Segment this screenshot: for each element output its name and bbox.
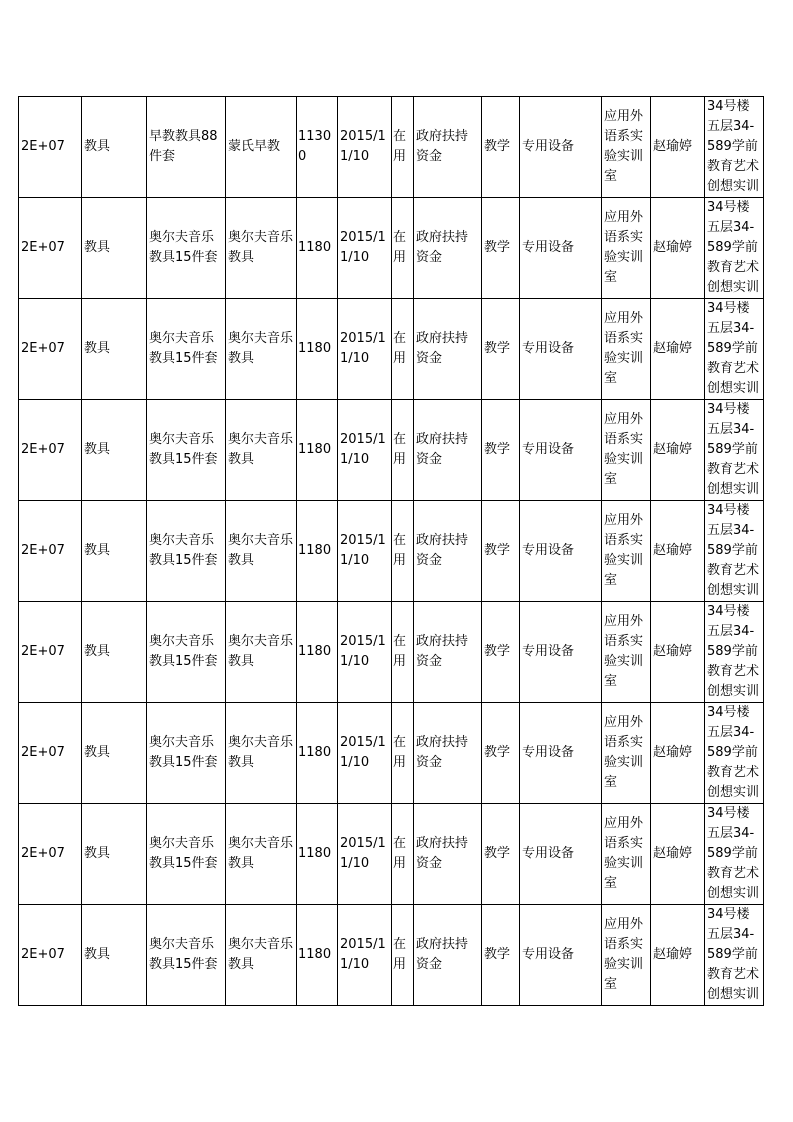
category-cell: 教具 xyxy=(82,501,147,602)
asset-table xyxy=(18,96,764,1006)
department-cell: 应用外语系实验实训室 xyxy=(602,602,651,703)
category-cell: 教具 xyxy=(82,400,147,501)
location-cell: 34号楼五层34-589学前教育艺术创想实训 xyxy=(705,703,764,804)
price-cell: 1180 xyxy=(297,804,338,905)
department-cell: 应用外语系实验实训室 xyxy=(602,804,651,905)
keeper-cell: 赵瑜婷 xyxy=(651,400,705,501)
purchase-date-cell: 2015/11/10 xyxy=(338,299,392,400)
asset-name-cell: 奥尔夫音乐教具15件套 xyxy=(147,703,226,804)
usage-cell: 教学 xyxy=(482,400,520,501)
keeper-cell: 赵瑜婷 xyxy=(651,602,705,703)
asset-code-cell: 2E+07 xyxy=(19,703,82,804)
asset-code-cell: 2E+07 xyxy=(19,299,82,400)
usage-cell: 教学 xyxy=(482,97,520,198)
equipment-type-cell: 专用设备 xyxy=(520,703,602,804)
purchase-date-cell: 2015/11/10 xyxy=(338,905,392,1006)
location-cell: 34号楼五层34-589学前教育艺术创想实训 xyxy=(705,198,764,299)
funding-source-cell: 政府扶持资金 xyxy=(414,198,482,299)
keeper-cell: 赵瑜婷 xyxy=(651,97,705,198)
asset-name-cell: 奥尔夫音乐教具15件套 xyxy=(147,804,226,905)
usage-cell: 教学 xyxy=(482,501,520,602)
price-cell: 1180 xyxy=(297,703,338,804)
funding-source-cell: 政府扶持资金 xyxy=(414,804,482,905)
table-row xyxy=(19,804,764,905)
status-cell: 在用 xyxy=(392,400,414,501)
category-cell: 教具 xyxy=(82,905,147,1006)
status-cell: 在用 xyxy=(392,602,414,703)
department-cell: 应用外语系实验实训室 xyxy=(602,198,651,299)
asset-code-cell: 2E+07 xyxy=(19,198,82,299)
department-cell: 应用外语系实验实训室 xyxy=(602,905,651,1006)
purchase-date-cell: 2015/11/10 xyxy=(338,198,392,299)
table-row xyxy=(19,501,764,602)
purchase-date-cell: 2015/11/10 xyxy=(338,703,392,804)
price-cell: 1180 xyxy=(297,299,338,400)
location-cell: 34号楼五层34-589学前教育艺术创想实训 xyxy=(705,501,764,602)
category-cell: 教具 xyxy=(82,703,147,804)
keeper-cell: 赵瑜婷 xyxy=(651,703,705,804)
location-cell: 34号楼五层34-589学前教育艺术创想实训 xyxy=(705,400,764,501)
asset-code-cell: 2E+07 xyxy=(19,400,82,501)
category-cell: 教具 xyxy=(82,97,147,198)
asset-name-cell: 奥尔夫音乐教具15件套 xyxy=(147,400,226,501)
asset-name-cell: 早教教具88件套 xyxy=(147,97,226,198)
category-cell: 教具 xyxy=(82,602,147,703)
funding-source-cell: 政府扶持资金 xyxy=(414,703,482,804)
department-cell: 应用外语系实验实训室 xyxy=(602,703,651,804)
usage-cell: 教学 xyxy=(482,905,520,1006)
brand-cell: 奥尔夫音乐教具 xyxy=(226,400,297,501)
equipment-type-cell: 专用设备 xyxy=(520,602,602,703)
table-row xyxy=(19,299,764,400)
usage-cell: 教学 xyxy=(482,299,520,400)
table-row xyxy=(19,602,764,703)
purchase-date-cell: 2015/11/10 xyxy=(338,97,392,198)
price-cell: 1180 xyxy=(297,905,338,1006)
location-cell: 34号楼五层34-589学前教育艺术创想实训 xyxy=(705,97,764,198)
keeper-cell: 赵瑜婷 xyxy=(651,905,705,1006)
purchase-date-cell: 2015/11/10 xyxy=(338,804,392,905)
status-cell: 在用 xyxy=(392,299,414,400)
purchase-date-cell: 2015/11/10 xyxy=(338,602,392,703)
status-cell: 在用 xyxy=(392,804,414,905)
brand-cell: 奥尔夫音乐教具 xyxy=(226,905,297,1006)
location-cell: 34号楼五层34-589学前教育艺术创想实训 xyxy=(705,602,764,703)
status-cell: 在用 xyxy=(392,905,414,1006)
table-row xyxy=(19,400,764,501)
purchase-date-cell: 2015/11/10 xyxy=(338,400,392,501)
status-cell: 在用 xyxy=(392,97,414,198)
equipment-type-cell: 专用设备 xyxy=(520,905,602,1006)
asset-name-cell: 奥尔夫音乐教具15件套 xyxy=(147,198,226,299)
brand-cell: 奥尔夫音乐教具 xyxy=(226,602,297,703)
equipment-type-cell: 专用设备 xyxy=(520,804,602,905)
funding-source-cell: 政府扶持资金 xyxy=(414,400,482,501)
status-cell: 在用 xyxy=(392,198,414,299)
equipment-type-cell: 专用设备 xyxy=(520,299,602,400)
funding-source-cell: 政府扶持资金 xyxy=(414,501,482,602)
location-cell: 34号楼五层34-589学前教育艺术创想实训 xyxy=(705,299,764,400)
brand-cell: 蒙氏早教 xyxy=(226,97,297,198)
funding-source-cell: 政府扶持资金 xyxy=(414,299,482,400)
asset-name-cell: 奥尔夫音乐教具15件套 xyxy=(147,299,226,400)
brand-cell: 奥尔夫音乐教具 xyxy=(226,703,297,804)
asset-name-cell: 奥尔夫音乐教具15件套 xyxy=(147,602,226,703)
brand-cell: 奥尔夫音乐教具 xyxy=(226,299,297,400)
category-cell: 教具 xyxy=(82,198,147,299)
status-cell: 在用 xyxy=(392,501,414,602)
usage-cell: 教学 xyxy=(482,602,520,703)
category-cell: 教具 xyxy=(82,299,147,400)
department-cell: 应用外语系实验实训室 xyxy=(602,299,651,400)
status-cell: 在用 xyxy=(392,703,414,804)
table-row xyxy=(19,198,764,299)
asset-name-cell: 奥尔夫音乐教具15件套 xyxy=(147,501,226,602)
equipment-type-cell: 专用设备 xyxy=(520,97,602,198)
keeper-cell: 赵瑜婷 xyxy=(651,198,705,299)
brand-cell: 奥尔夫音乐教具 xyxy=(226,804,297,905)
category-cell: 教具 xyxy=(82,804,147,905)
brand-cell: 奥尔夫音乐教具 xyxy=(226,501,297,602)
keeper-cell: 赵瑜婷 xyxy=(651,501,705,602)
department-cell: 应用外语系实验实训室 xyxy=(602,97,651,198)
asset-table-body xyxy=(19,97,764,1006)
funding-source-cell: 政府扶持资金 xyxy=(414,97,482,198)
keeper-cell: 赵瑜婷 xyxy=(651,804,705,905)
funding-source-cell: 政府扶持资金 xyxy=(414,602,482,703)
equipment-type-cell: 专用设备 xyxy=(520,501,602,602)
department-cell: 应用外语系实验实训室 xyxy=(602,501,651,602)
asset-code-cell: 2E+07 xyxy=(19,501,82,602)
asset-code-cell: 2E+07 xyxy=(19,602,82,703)
brand-cell: 奥尔夫音乐教具 xyxy=(226,198,297,299)
asset-code-cell: 2E+07 xyxy=(19,905,82,1006)
funding-source-cell: 政府扶持资金 xyxy=(414,905,482,1006)
price-cell: 1180 xyxy=(297,501,338,602)
purchase-date-cell: 2015/11/10 xyxy=(338,501,392,602)
equipment-type-cell: 专用设备 xyxy=(520,198,602,299)
asset-name-cell: 奥尔夫音乐教具15件套 xyxy=(147,905,226,1006)
asset-code-cell: 2E+07 xyxy=(19,804,82,905)
table-row xyxy=(19,703,764,804)
department-cell: 应用外语系实验实训室 xyxy=(602,400,651,501)
usage-cell: 教学 xyxy=(482,198,520,299)
location-cell: 34号楼五层34-589学前教育艺术创想实训 xyxy=(705,905,764,1006)
price-cell: 1180 xyxy=(297,602,338,703)
location-cell: 34号楼五层34-589学前教育艺术创想实训 xyxy=(705,804,764,905)
price-cell: 11300 xyxy=(297,97,338,198)
equipment-type-cell: 专用设备 xyxy=(520,400,602,501)
table-row xyxy=(19,97,764,198)
table-row xyxy=(19,905,764,1006)
keeper-cell: 赵瑜婷 xyxy=(651,299,705,400)
price-cell: 1180 xyxy=(297,400,338,501)
usage-cell: 教学 xyxy=(482,703,520,804)
usage-cell: 教学 xyxy=(482,804,520,905)
asset-code-cell: 2E+07 xyxy=(19,97,82,198)
price-cell: 1180 xyxy=(297,198,338,299)
